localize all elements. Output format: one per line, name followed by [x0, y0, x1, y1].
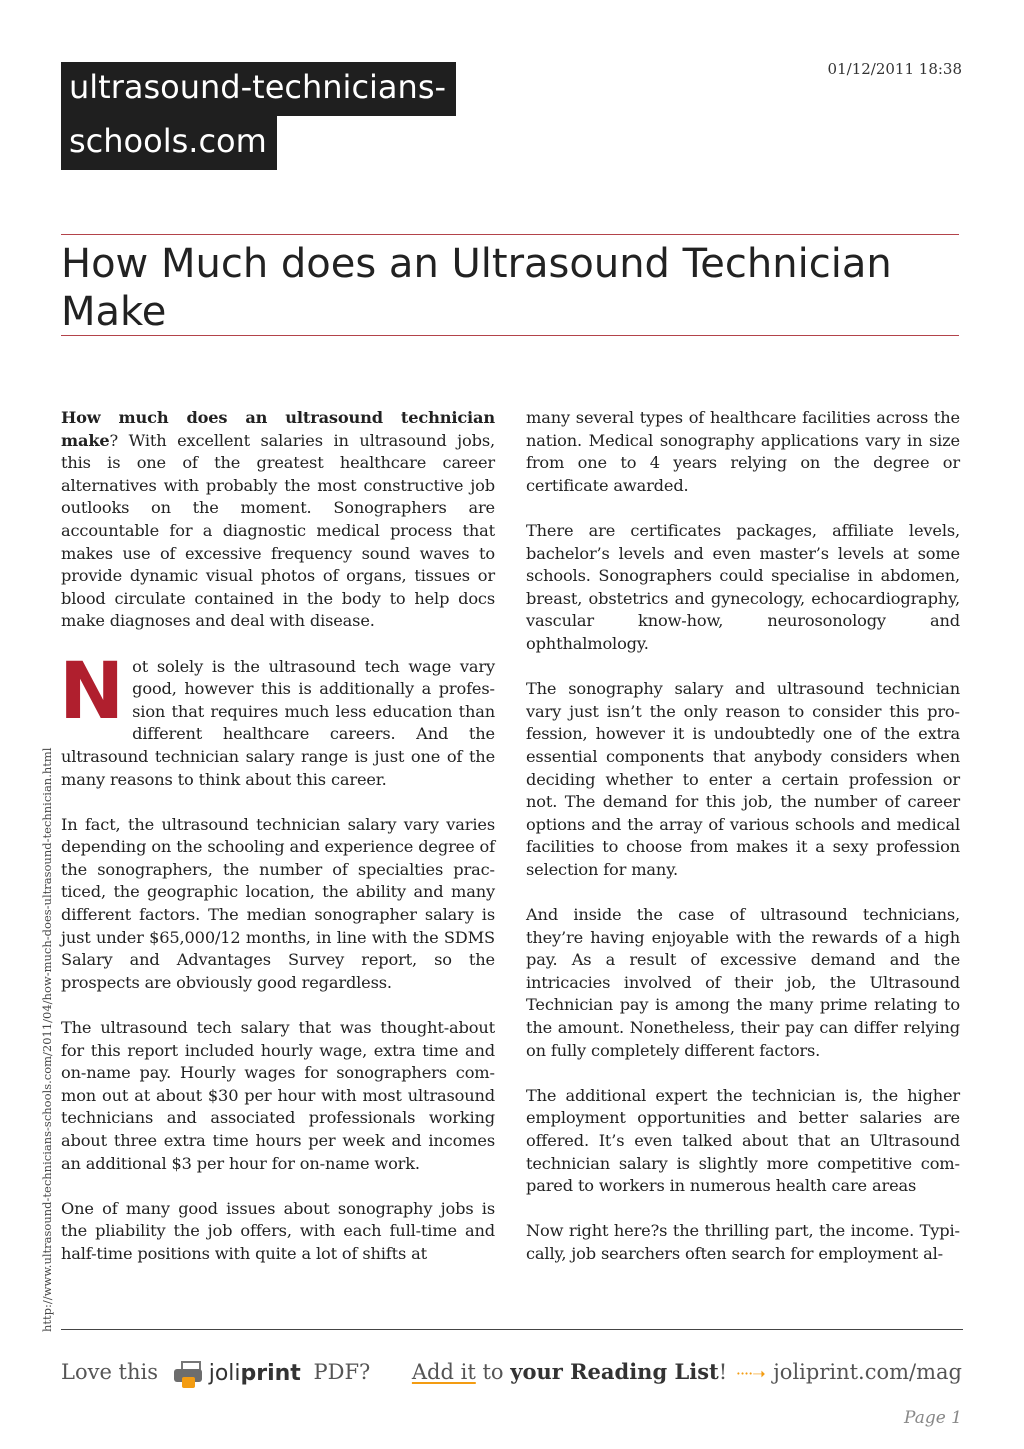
exclaim-text: ! — [718, 1360, 728, 1384]
paragraph: The additional expert the technician is, the higher employment opportunities and better salaries are offered. It’s even talked about that an Ultrasound technician salary is slightly more competitive compared to workers in numerous health care areas — [526, 1085, 960, 1196]
pdf-text: PDF? — [313, 1360, 371, 1384]
add-it-link[interactable]: Add it — [411, 1360, 476, 1384]
paragraph: many several types of healthcare facilities across the nation. Medical sonography applications vary in size from one to 4 years relying on the degree or certificate awarded. — [526, 408, 960, 495]
footer-reading-list — [412, 1358, 962, 1388]
site-name-line2: schools.com — [61, 116, 277, 170]
article-column-right — [526, 407, 960, 1266]
paragraph: One of many good issues about sonography jobs is the pliability the job offers, with each full-time and half-time positions with quite a lot of shifts at — [61, 1198, 495, 1263]
lead-question: How much does an ultrasound technician make — [61, 408, 495, 450]
site-name — [61, 62, 456, 170]
paragraph — [61, 407, 495, 633]
title-bottom-rule — [61, 335, 959, 336]
joliprint-logo[interactable] — [173, 1359, 301, 1389]
source-url[interactable]: http://www.ultrasound-technicians-schools.com/2011/04/how-much-does-ultrasound-technician.html — [40, 747, 54, 1332]
paragraph: In fact, the ultrasound technician salary vary varies depending on the schooling and experience degree of the sonographers, the number of specialties practiced, the geographic location, the ability and many different factors. The median sonographer salary is just under $65,000/12 months, in line with the SDMS Salary and Advantages Survey report, so the prospects are obviously good regardless. — [61, 814, 495, 992]
page-number: Page 1 — [904, 1408, 962, 1428]
paragraph: There are certificates packages, affiliate levels, bachelor’s levels and even master’s levels at some schools. Sonographers could specialise in abdomen, breast, obstetrics and gynecology, echocardiography, vascular know-how, neurosonology and ophthalmology. — [526, 520, 960, 653]
timestamp: 01/12/2011 18:38 — [827, 60, 962, 78]
footer-rule — [61, 1329, 963, 1330]
paragraph: The ultrasound tech salary that was thought-about for this report included hourly wage, extra time and on-name pay. Hourly wages for sonographers common out at about $30 per hour with most ultrasound technicians and associated professionals working about three extra time hours per week and incomes an additional $3 per hour for on-name work. — [61, 1018, 495, 1173]
drop-cap: N — [59, 646, 125, 737]
paragraph: And inside the case of ultrasound technicians, they’re having enjoyable with the rewards of a high pay. As a result of excessive demand and the intricacies involved of their job, the Ultrasound Technician pay is among the many prime relating to the amount. Nonetheless, their pay can differ relying on fully completely different factors. — [526, 905, 960, 1060]
footer-promo — [61, 1358, 370, 1389]
joliprint-mag-link[interactable]: joliprint.com/mag — [773, 1360, 962, 1384]
reading-list-text[interactable]: your Reading List — [510, 1359, 719, 1384]
article-title: How Much does an Ultrasound Technician Make — [61, 241, 892, 335]
paragraph: Now right here?s the thrilling part, the income. Typically, job searchers often search for employment al- — [526, 1221, 960, 1263]
printer-icon — [173, 1359, 205, 1389]
paragraph-text: ot solely is the ultrasound tech wage vary good, however this is additionally a profession that requires much less education than different healthcare careers. And the ultrasound technician salary range is just one of the many reasons to think about this career. — [61, 656, 495, 789]
joliprint-logo-text: joliprint — [208, 1360, 301, 1386]
title-top-rule — [61, 234, 959, 235]
paragraph: The sonography salary and ultrasound technician vary just isn’t the only reason to consider this profession, however it is undoubtedly one of the extra essential components that anybody considers when deciding whether to enter a certain profession or not. The demand for this job, the number of career options and the array of various schools and medical facilities to choose from makes it a sexy profession selection for many. — [526, 679, 960, 879]
paragraph — [59, 646, 495, 792]
article-column-left — [61, 407, 495, 1266]
love-this-text: Love this — [61, 1360, 159, 1384]
site-name-line1: ultrasound-technicians- — [61, 62, 456, 116]
paragraph-text: ? With excellent salaries in ultrasound jobs, this is one of the greatest healthcare career alternatives with probably the most constructive job outlooks on the moment. Sonographers are accountable for a diagnostic medical process that makes use of excessive frequency sound waves to provide dynamic visual photos of organs, tissues or blood circulate contained in the body to help docs make diagnoses and deal with disease. — [61, 430, 495, 631]
to-text: to — [482, 1360, 504, 1384]
dotted-arrow-icon: ····➝ — [735, 1364, 765, 1383]
